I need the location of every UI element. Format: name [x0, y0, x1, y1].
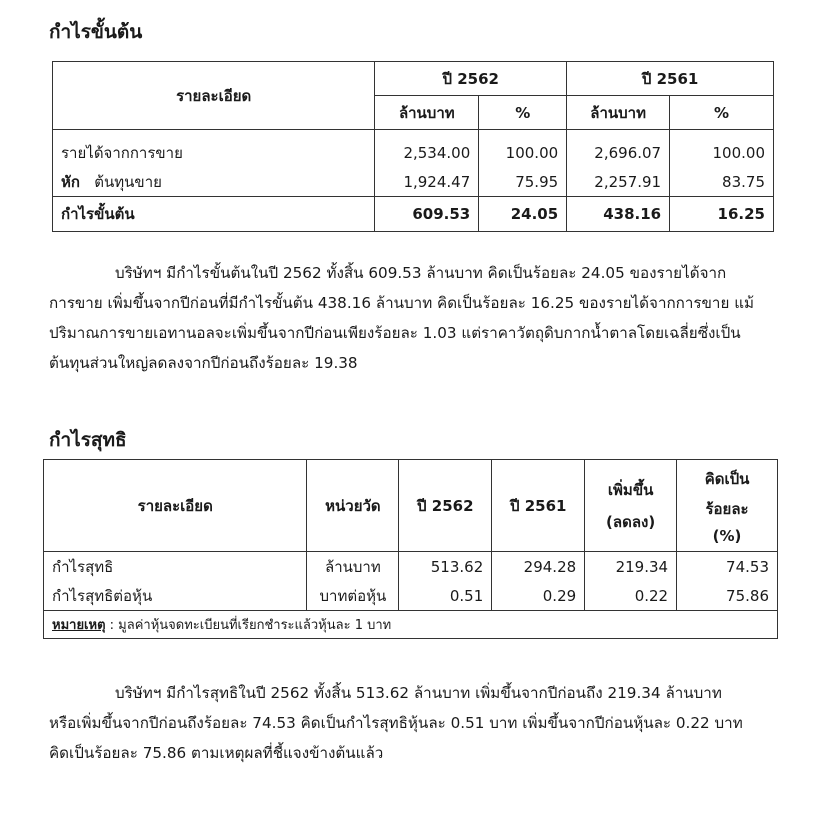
percent-2562: 100.00	[479, 139, 567, 168]
header-unit-million: ล้านบาท	[567, 96, 670, 130]
value-2561: 2,696.07	[567, 139, 670, 168]
section-title-gross-profit: กำไรขั้นต้น	[49, 21, 143, 43]
table-row	[44, 581, 778, 611]
total-value-2561: 438.16	[567, 197, 670, 232]
paragraph-line	[49, 258, 776, 288]
header-percent-line: คิดเป็น	[704, 469, 750, 488]
value-2562: 1,924.47	[375, 168, 479, 197]
header-unit-percent: %	[670, 96, 774, 130]
header-percent-line: (%)	[712, 526, 742, 545]
header-change-line: (ลดลง)	[606, 512, 656, 531]
header-year-2562: ปี 2562	[399, 460, 492, 552]
value-change: 219.34	[585, 552, 677, 582]
row-unit: บาทต่อหุ้น	[307, 581, 399, 611]
section-title-net-profit: กำไรสุทธิ	[49, 429, 127, 451]
value-2562: 2,534.00	[375, 139, 479, 168]
row-label: กำไรสุทธิ	[44, 552, 307, 582]
paragraph-line: การขาย เพิ่มขึ้นจากปีก่อนที่มีกำไรขั้นต้น 438.16 ล้านบาท คิดเป็นร้อยละ 16.25 ของรายได้จากการขาย แม้	[49, 294, 754, 312]
row-label: รายได้จากการขาย	[53, 139, 375, 168]
row-label	[53, 168, 375, 197]
table-row	[53, 168, 774, 197]
table-row	[44, 552, 778, 582]
paragraph-line: ปริมาณการขายเอทานอลจะเพิ่มขึ้นจากปีก่อนเพียงร้อยละ 1.03 แต่ราคาวัตถุดิบกากน้ำตาลโดยเฉลี่ยซึ่งเป็น	[49, 324, 741, 342]
value-2561: 0.29	[492, 581, 585, 611]
paragraph-line: คิดเป็นร้อยละ 75.86 ตามเหตุผลที่ชี้แจงข้างต้นแล้ว	[49, 744, 384, 762]
paragraph-line-text: บริษัทฯ มีกำไรขั้นต้นในปี 2562 ทั้งสิ้น 609.53 ล้านบาท คิดเป็นร้อยละ 24.05 ของรายได้จาก	[115, 264, 727, 282]
paragraph-line-text: บริษัทฯ มีกำไรสุทธิในปี 2562 ทั้งสิ้น 513.62 ล้านบาท เพิ่มขึ้นจากปีก่อนถึง 219.34 ล้านบาท	[115, 684, 722, 702]
total-percent-2562: 24.05	[479, 197, 567, 232]
note-label: หมายเหตุ	[52, 618, 106, 633]
header-year-2561: ปี 2561	[567, 62, 774, 96]
header-unit-percent: %	[479, 96, 567, 130]
value-2561: 2,257.91	[567, 168, 670, 197]
total-row	[53, 197, 774, 232]
paragraph-line	[49, 678, 776, 708]
header-change	[585, 460, 677, 552]
header-unit-million: ล้านบาท	[375, 96, 479, 130]
row-unit: ล้านบาท	[307, 552, 399, 582]
header-year-2561: ปี 2561	[492, 460, 585, 552]
row-label-text: ต้นทุนขาย	[94, 172, 162, 191]
paragraph-line: หรือเพิ่มขึ้นจากปีก่อนถึงร้อยละ 74.53 คิดเป็นกำไรสุทธิหุ้นละ 0.51 บาท เพิ่มขึ้นจากปีก่อนหุ้นละ 0.22 บาท	[49, 714, 743, 732]
gross-profit-paragraph	[49, 258, 776, 378]
header-percent-line: ร้อยละ	[705, 499, 749, 518]
paragraph-line: ต้นทุนส่วนใหญ่ลดลงจากปีก่อนถึงร้อยละ 19.38	[49, 354, 358, 372]
header-detail: รายละเอียด	[53, 62, 375, 130]
row-label-prefix: หัก	[61, 172, 80, 191]
gross-profit-table	[52, 61, 774, 232]
header-year-2562: ปี 2562	[375, 62, 567, 96]
value-percent: 74.53	[677, 552, 778, 582]
net-profit-table	[43, 459, 778, 639]
percent-2561: 83.75	[670, 168, 774, 197]
header-percent	[677, 460, 778, 552]
percent-2562: 75.95	[479, 168, 567, 197]
value-2561: 294.28	[492, 552, 585, 582]
value-2562: 513.62	[399, 552, 492, 582]
total-value-2562: 609.53	[375, 197, 479, 232]
net-profit-paragraph	[49, 678, 776, 768]
value-percent: 75.86	[677, 581, 778, 611]
header-change-line: เพิ่มขึ้น	[607, 480, 654, 499]
header-unit: หน่วยวัด	[307, 460, 399, 552]
value-change: 0.22	[585, 581, 677, 611]
note	[44, 611, 778, 639]
percent-2561: 100.00	[670, 139, 774, 168]
note-text: : มูลค่าหุ้นจดทะเบียนที่เรียกชำระแล้วหุ้นละ 1 บาท	[105, 618, 392, 633]
header-detail: รายละเอียด	[44, 460, 307, 552]
total-percent-2561: 16.25	[670, 197, 774, 232]
row-label: กำไรสุทธิต่อหุ้น	[44, 581, 307, 611]
note-row	[44, 611, 778, 639]
table-row	[53, 139, 774, 168]
value-2562: 0.51	[399, 581, 492, 611]
total-label: กำไรขั้นต้น	[53, 197, 375, 232]
